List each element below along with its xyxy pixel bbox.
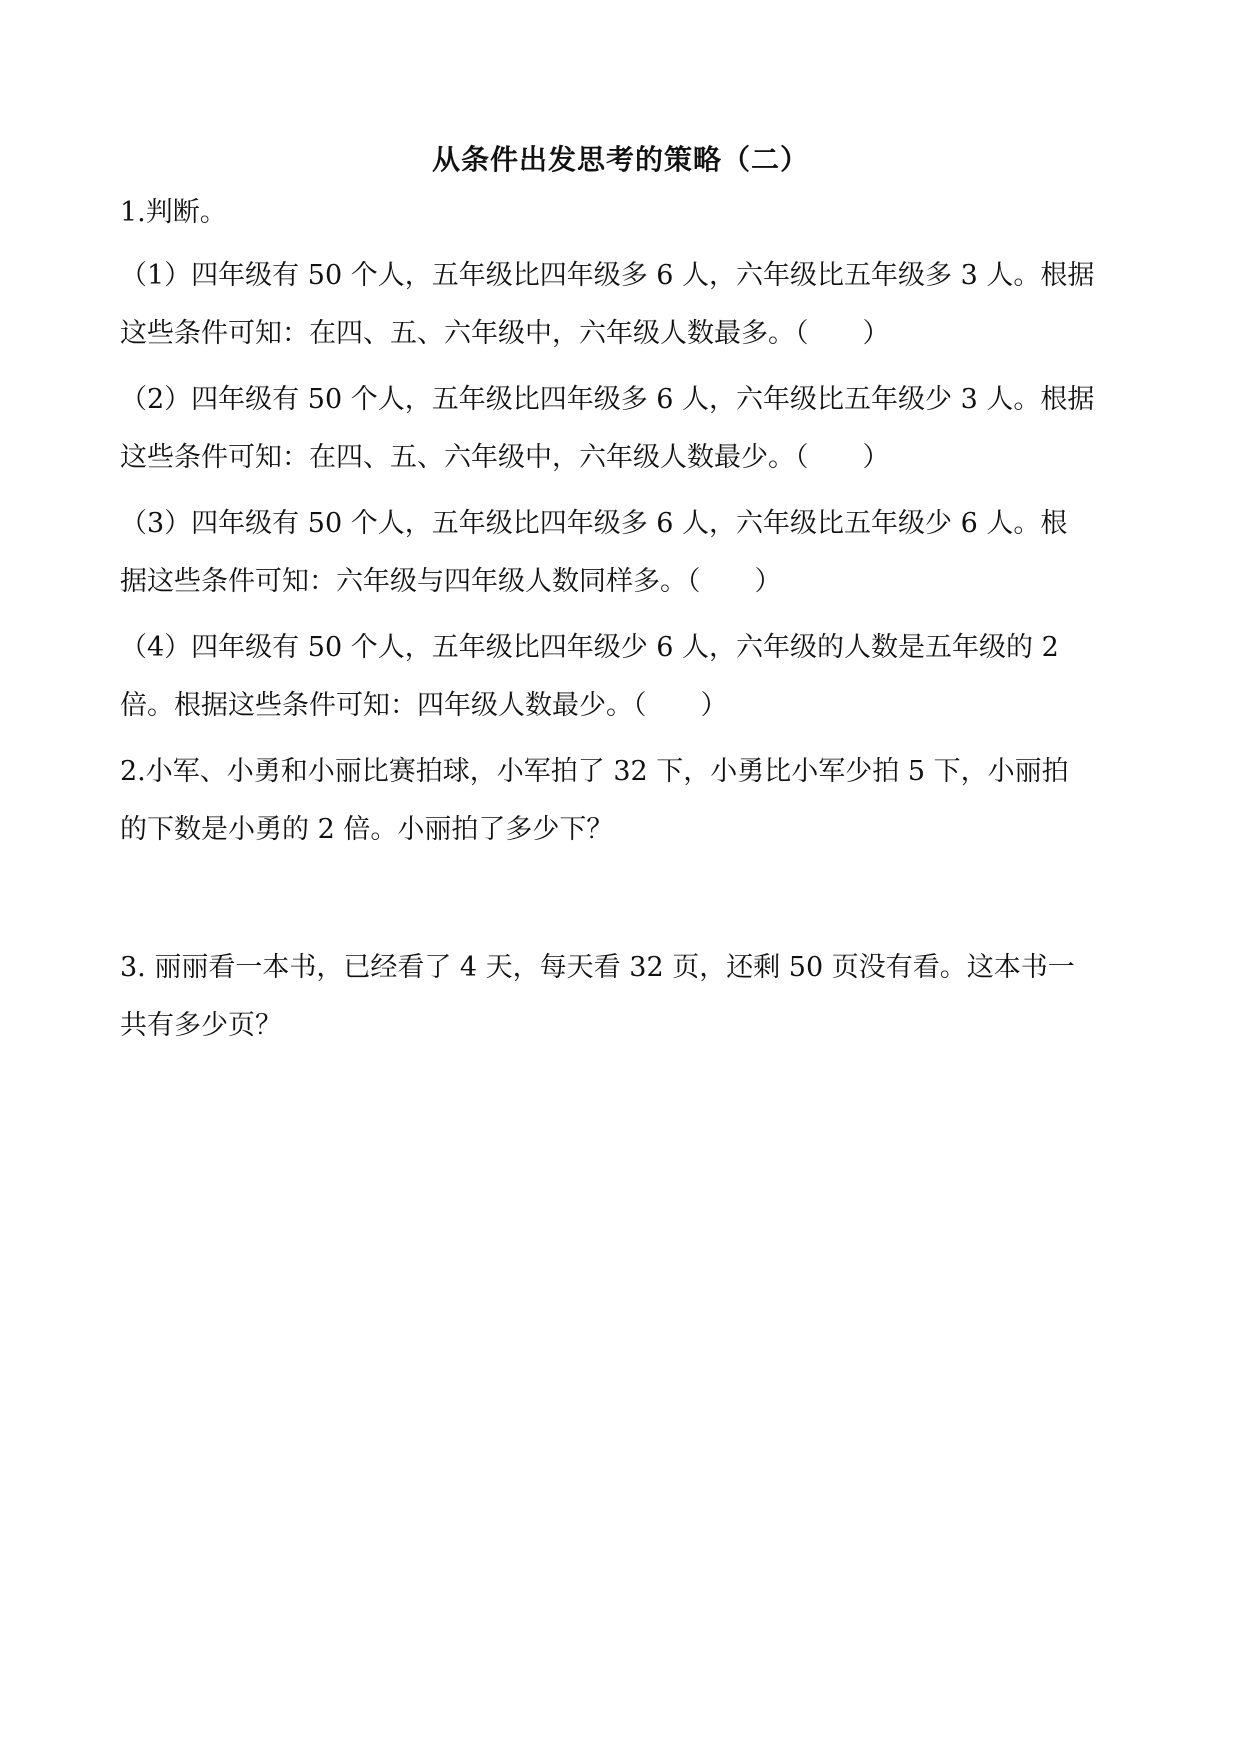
question-1-heading: 1.判断。: [120, 197, 227, 228]
question-3-line-1: 3. 丽丽看一本书，已经看了 4 天，每天看 32 页，还剩 50 页没有看。这本书一: [120, 952, 1075, 983]
question-1-item-3-line-2: 据这些条件可知：六年级与四年级人数同样多。（ ）: [120, 566, 782, 597]
question-1-item-2-line-2: 这些条件可知：在四、五、六年级中，六年级人数最少。（ ）: [120, 442, 890, 473]
question-1-item-1-line-1: （1）四年级有 50 个人，五年级比四年级多 6 人，六年级比五年级多 3 人。根据: [120, 260, 1095, 291]
question-1-item-2-line-1: （2）四年级有 50 个人，五年级比四年级多 6 人，六年级比五年级少 3 人。根据: [120, 384, 1095, 415]
page-title: 从条件出发思考的策略（二）: [431, 143, 809, 176]
question-2-line-1: 2.小军、小勇和小丽比赛拍球，小军拍了 32 下，小勇比小军少拍 5 下，小丽拍: [120, 756, 1069, 787]
question-1-item-3-line-1: （3）四年级有 50 个人，五年级比四年级多 6 人，六年级比五年级少 6 人。根: [120, 508, 1068, 539]
question-1-item-4-line-1: （4）四年级有 50 个人，五年级比四年级少 6 人，六年级的人数是五年级的 2: [120, 632, 1059, 663]
question-3-line-2: 共有多少页？: [120, 1010, 282, 1041]
question-1-item-4-line-2: 倍。根据这些条件可知：四年级人数最少。（ ）: [120, 690, 728, 721]
question-2-line-2: 的下数是小勇的 2 倍。小丽拍了多少下？: [120, 814, 614, 845]
question-1-item-1-line-2: 这些条件可知：在四、五、六年级中，六年级人数最多。（ ）: [120, 318, 890, 349]
